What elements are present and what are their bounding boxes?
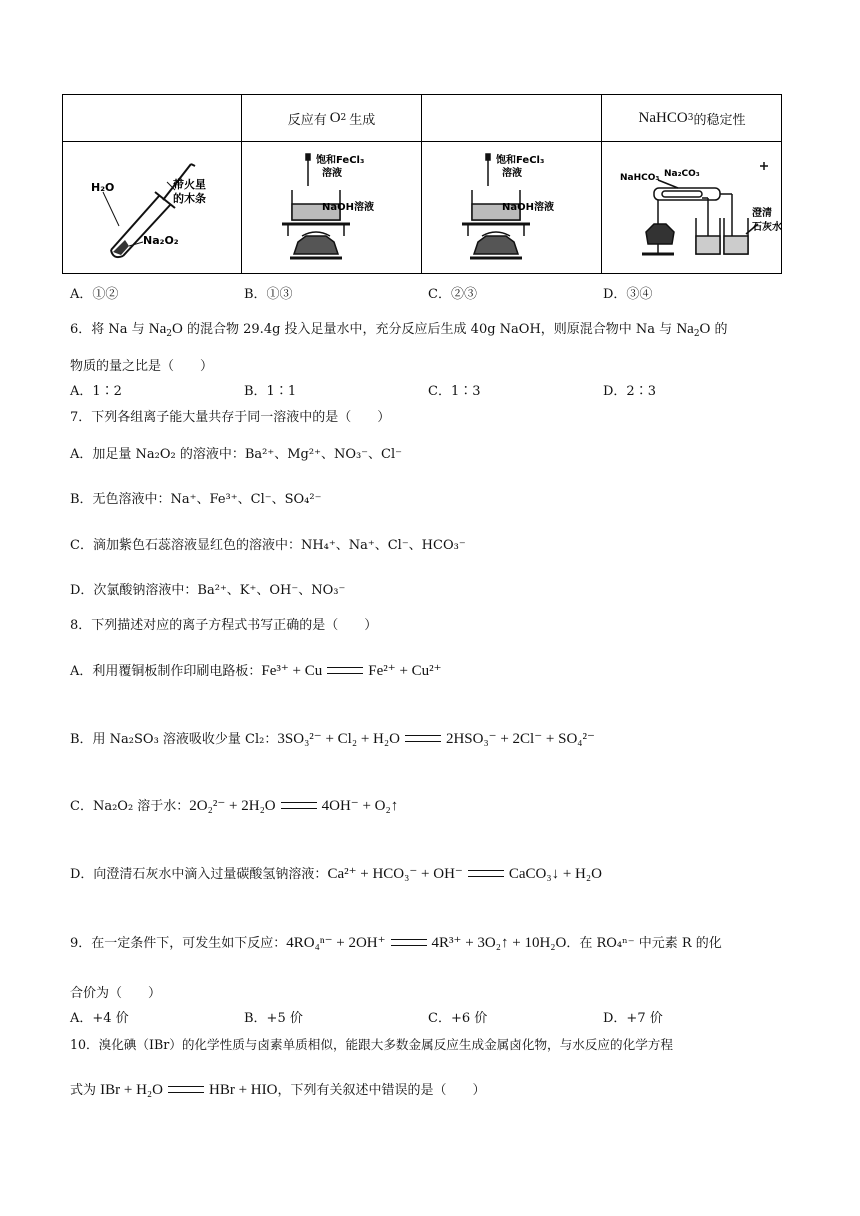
na2co3-label: Na₂CO₃ [664,169,700,179]
q9-option-d[interactable]: D．+7 价 [603,1011,663,1026]
equals-sign [168,1086,204,1093]
equals-sign [327,667,363,674]
equals-sign [468,870,504,877]
q7-option-c[interactable]: C．滴加紫色石蕊溶液显红色的溶液中：NH₄⁺、Na⁺、Cl⁻、HCO₃⁻ [70,538,466,553]
q7-stem: 7．下列各组离子能大量共存于同一溶液中的是（ ） [70,410,391,425]
q9-stem-line1: 9．在一定条件下，可发生如下反应：4RO₄ⁿ⁻ + 2OH⁺ 4R³⁺ + 3O₂↑ + 10H₂O．在 RO₄ⁿ⁻ 中元素 R 的化 [70,935,722,951]
q9-option-c[interactable]: C．+6 价 [428,1011,488,1026]
q8-stem: 8．下列描述对应的离子方程式书写正确的是（ ） [70,618,378,633]
stick-label-1: 带火星 [173,178,206,191]
fecl3-label-1: 饱和FeCl₃ [496,155,545,166]
stick-label-2: 的木条 [173,192,206,205]
q5-option-a[interactable]: A．①② [70,287,119,302]
q8-option-a[interactable]: A．利用覆铜板制作印刷电路板：Fe³⁺ + Cu Fe²⁺ + Cu²⁺ [70,663,442,679]
apparatus-test-tube [63,142,241,274]
q5-option-c[interactable]: C．②③ [428,287,477,302]
q8-option-d[interactable]: D．向澄清石灰水中滴入过量碳酸氢钠溶液：Ca²⁺ + HCO₃⁻ + OH⁻ CaCO₃↓ + H₂O [70,866,602,882]
q7-option-a[interactable]: A．加足量 Na₂O₂ 的溶液中：Ba²⁺、Mg²⁺、NO₃⁻、Cl⁻ [70,447,403,462]
equals-sign [281,802,317,809]
q6-option-d[interactable]: D．2∶3 [603,384,656,399]
test-tube-diagram [63,142,241,274]
header-o2: 反应有 O 2 生成 [287,109,376,128]
limewater-label-1: 澄清 [752,208,772,219]
q6-option-a[interactable]: A．1∶2 [70,384,122,399]
q6-option-c[interactable]: C．1∶3 [428,384,481,399]
q7-option-b[interactable]: B．无色溶液中：Na⁺、Fe³⁺、Cl⁻、SO₄²⁻ [70,492,322,507]
beaker-diagram [242,142,421,274]
beaker-diagram [422,142,601,274]
experiment-table [62,94,782,274]
fecl3-label-2: 溶液 [502,168,522,179]
h2o-label: H₂O [91,181,115,194]
fecl3-label-2: 溶液 [322,168,342,179]
limewater-label-2: 石灰水 [752,222,782,233]
q9-stem-line2: 合价为（ ） [70,986,162,1001]
equals-sign [405,735,441,742]
q9-option-b[interactable]: B．+5 价 [244,1011,303,1026]
naoh-label: NaOH溶液 [322,202,374,213]
fecl3-label-1: 饱和FeCl₃ [316,155,365,166]
naoh-label: NaOH溶液 [502,202,554,213]
apparatus-beaker-1 [242,142,421,274]
nahco3-label: NaHCO₃ [620,173,660,183]
heating-setup-diagram [602,142,782,274]
apparatus-heating [602,142,782,274]
q9-option-a[interactable]: A．+4 价 [70,1011,129,1026]
q8-option-b[interactable]: B．用 Na₂SO₃ 溶液吸收少量 Cl₂：3SO₃²⁻ + Cl₂ + H₂O 2HSO₃⁻ + 2Cl⁻ + SO₄²⁻ [70,731,595,747]
q8-option-c[interactable]: C．Na₂O₂ 溶于水：2O₂²⁻ + 2H₂O 4OH⁻ + O₂↑ [70,798,399,814]
q5-option-d[interactable]: D．③④ [603,287,653,302]
q10-stem-line2: 式为 IBr + H₂O HBr + HIO，下列有关叙述中错误的是（ ） [70,1082,486,1098]
q5-option-b[interactable]: B．①③ [244,287,293,302]
apparatus-beaker-2 [422,142,601,274]
q10-stem-line1: 10．溴化碘（IBr）的化学性质与卤素单质相似，能跟大多数金属反应生成金属卤化物，与水反应的化学方程 [70,1037,673,1052]
q6-option-b[interactable]: B．1∶1 [244,384,297,399]
equals-sign [391,939,427,946]
q6-stem-line2: 物质的量之比是（ ） [70,359,214,374]
na2o2-label: Na₂O₂ [143,234,179,247]
q6-stem-line1: 6．将 Na 与 $Na_2O$ 的混合物 29.4g 投入足量水中，充分反应后生成 40g NaOH，则原混合物中 Na 与 $Na_2O$ 的 [70,321,728,339]
q7-option-d[interactable]: D．次氯酸钠溶液中：Ba²⁺、K⁺、OH⁻、NO₃⁻ [70,583,346,598]
header-nahco3: NaHCO 3 的稳定性 [638,109,746,128]
